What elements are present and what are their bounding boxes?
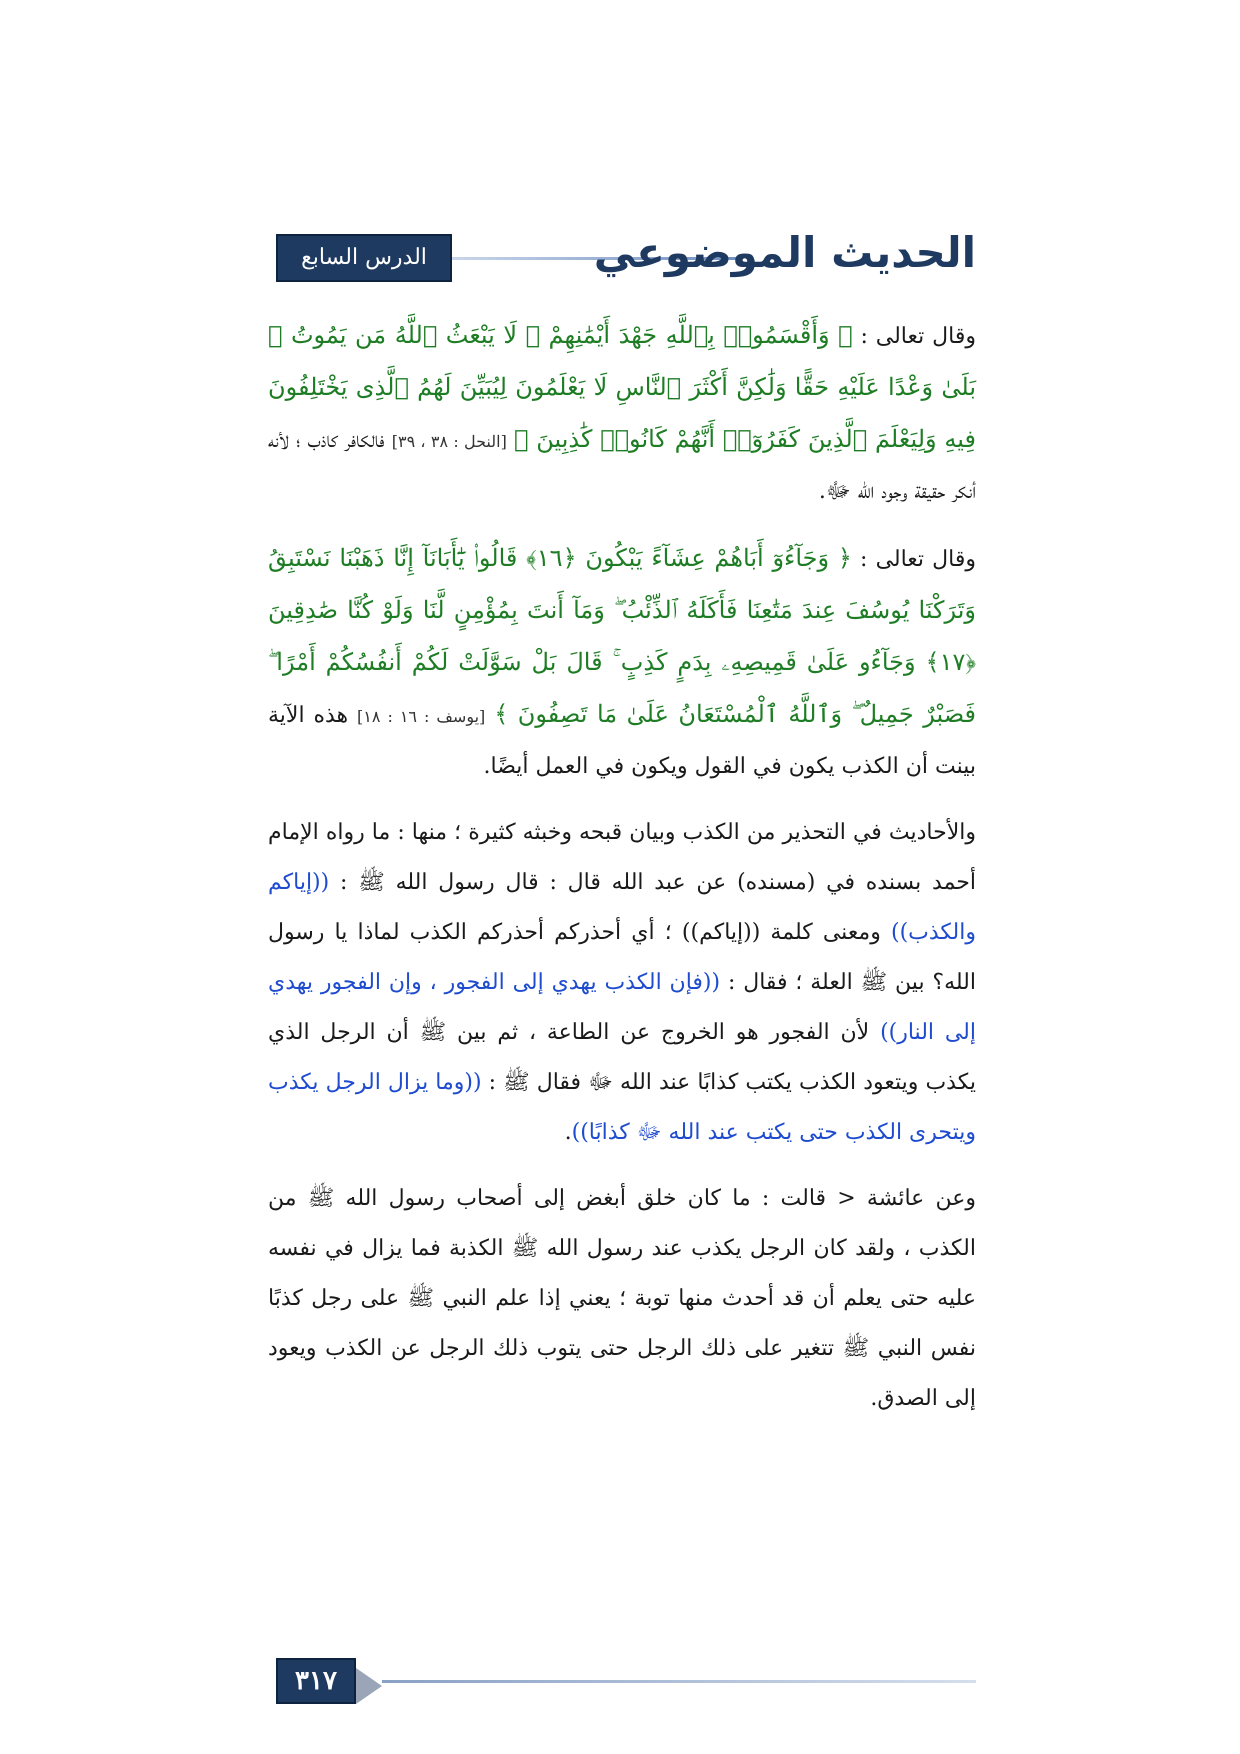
verse-citation: [النحل : ٣٨ ، ٣٩] bbox=[391, 432, 507, 451]
verse-intro: وقال تعالى : bbox=[860, 324, 976, 349]
hadith-quote: ((إياكم والكذب)) bbox=[268, 870, 976, 945]
page-number: ٣١٧ bbox=[276, 1658, 356, 1704]
verse-paragraph-yusuf bbox=[268, 533, 976, 792]
page-header bbox=[276, 228, 976, 314]
hadith-quote: ((وما يزال الرجل يكذب ويتحرى الكذب حتى يكتب عند الله ﷻ كذابًا)) bbox=[268, 1070, 976, 1145]
verse-intro: وقال تعالى : bbox=[860, 547, 976, 572]
verse-citation: [يوسف : ١٦ : ١٨] bbox=[357, 707, 486, 726]
aisha-paragraph: وعن عائشة < قالت : ما كان خلق أبغض إلى أصحاب رسول الله ﷺ من الكذب ، ولقد كان الرجل يكذب عند رسول الله ﷺ الكذبة فما يزال في نفسه عليه حتى يعلم أن قد أحدث منها توبة ؛ يعني إذا علم النبي ﷺ على رجل كذبًا نفس النبي ﷺ تتغير على ذلك الرجل حتى يتوب ذلك الرجل عن الكذب ويعود إلى الصدق. bbox=[268, 1186, 976, 1411]
hadith-paragraph bbox=[268, 808, 976, 1158]
page-content bbox=[268, 310, 976, 1440]
chapter-badge: الدرس السابع عشر bbox=[276, 234, 452, 282]
verse-commentary: فالكافر كاذب ؛ لأنه أنكر حقيقة وجود الله ﷻ. bbox=[268, 428, 976, 504]
quran-verse: ﴿ وَأَقْسَمُوا۟ بِٱللَّهِ جَهْدَ أَيْمَٰنِهِمْ ۙ لَا يَبْعَثُ ٱللَّهُ مَن يَمُوتُ ۚ بَلَىٰ وَعْدًا عَلَيْهِ حَقًّا وَلَٰكِنَّ أَكْثَرَ ٱلنَّاسِ لَا يَعْلَمُونَ لِيُبَيِّنَ لَهُمُ ٱلَّذِى يَخْتَلِفُونَ فِيهِ وَلِيَعْلَمَ ٱلَّذِينَ كَفَرُوٓا۟ أَنَّهُمْ كَانُوا۟ كَٰذِبِينَ ﴾ bbox=[268, 321, 976, 453]
verse-commentary: هذه الآية بينت أن الكذب يكون في القول ويكون في العمل أيضًا. bbox=[268, 703, 976, 779]
body-text: . bbox=[564, 1120, 572, 1145]
hadith-quote: ((فإن الكذب يهدي إلى الفجور ، وإن الفجور يهدي إلى النار)) bbox=[268, 970, 976, 1045]
footer-arrow-shape bbox=[356, 1668, 382, 1704]
body-text: ومعنى كلمة ((إياكم)) ؛ أي أحذركم أحذركم الكذب لماذا يا رسول الله؟ بين ﷺ العلة ؛ فقال : bbox=[268, 920, 976, 995]
body-text: والأحاديث في التحذير من الكذب وبيان قبحه وخبثه كثيرة ؛ منها : ما رواه الإمام أحمد بسنده في (مسنده) عن عبد الله قال : قال رسول الله ﷺ : bbox=[268, 820, 977, 895]
verse-paragraph-nahl bbox=[268, 310, 976, 517]
body-text: لأن الفجور هو الخروج عن الطاعة ، ثم بين ﷺ أن الرجل الذي يكذب ويتعود الكذب يكتب كذابًا عند الله ﷻ فقال ﷺ : bbox=[268, 1020, 976, 1095]
quran-verse: ﴿ وَجَآءُوٓ أَبَاهُمْ عِشَآءً يَبْكُونَ ﴿١٦﴾ قَالُوا۟ يَٰٓأَبَانَآ إِنَّا ذَهَبْنَا نَسْتَبِقُ وَتَرَكْنَا يُوسُفَ عِندَ مَتَٰعِنَا فَأَكَلَهُ ٱلذِّئْبُ ۖ وَمَآ أَنتَ بِمُؤْمِنٍ لَّنَا وَلَوْ كُنَّا صَٰدِقِينَ ﴿١٧﴾ وَجَآءُو عَلَىٰ قَمِيصِهِۦ بِدَمٍ كَذِبٍ ۚ قَالَ بَلْ سَوَّلَتْ لَكُمْ أَنفُسُكُمْ أَمْرًا ۖ فَصَبْرٌ جَمِيلٌ ۖ وَٱللَّهُ ٱلْمُسْتَعَانُ عَلَىٰ مَا تَصِفُونَ ﴾ bbox=[268, 544, 976, 728]
footer-divider bbox=[382, 1680, 976, 1683]
page-footer bbox=[276, 1658, 976, 1704]
page-title: الحديث الموضوعي bbox=[593, 228, 976, 277]
